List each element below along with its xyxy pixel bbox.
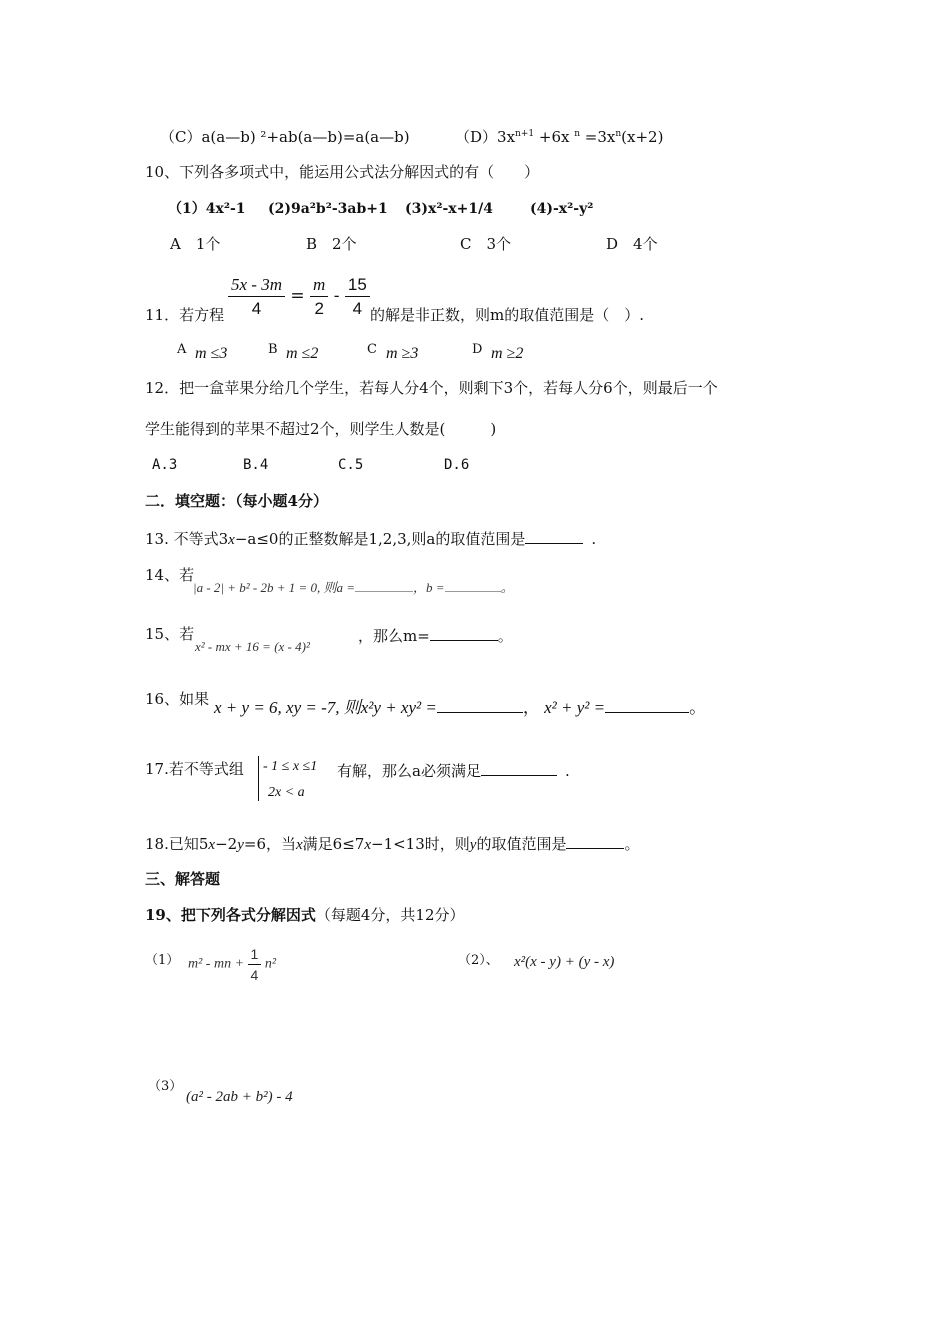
q9-option-c: （C）a(a—b) ²+ab(a—b)=a(a—b) <box>160 128 410 146</box>
q12-option-c: C.5 <box>338 457 364 473</box>
section-2-heading: 二．填空题：（每小题4分） <box>145 492 328 510</box>
q9-d-mid2: =3x <box>580 128 616 146</box>
q10-option-a: A 1个 <box>170 235 221 253</box>
q14-blank-a[interactable] <box>355 580 413 592</box>
q17-row-1: - 1 ≤ x ≤1 <box>263 759 318 774</box>
q11-option-a-letter: A <box>177 342 187 357</box>
q11-frac-2-den: 2 <box>314 299 324 318</box>
q18-x-3: x <box>364 837 371 853</box>
q11-option-b-expr: m ≤2 <box>286 345 319 362</box>
q17-row-2: 2x < a <box>268 785 305 800</box>
section-3-heading: 三、解答题 <box>145 870 221 888</box>
q11-stem-pre: 11．若方程 <box>145 306 225 324</box>
q11-frac-2 <box>310 276 328 317</box>
q10-item-1: （1）4x²-1 <box>168 201 246 217</box>
q12-line-2: 学生能得到的苹果不超过2个，则学生人数是( ) <box>145 420 497 438</box>
q11-equation <box>228 276 370 317</box>
q10-option-d: D 4个 <box>606 235 658 253</box>
q17-pre: 17.若不等式组 <box>145 760 244 778</box>
q16-mid: ， <box>522 698 540 717</box>
q15-expr: x² - mx + 16 = (x - 4)² <box>195 639 310 654</box>
q11-option-d-letter: D <box>472 342 483 357</box>
q11-frac-1-num: 5x - 3m <box>228 276 285 297</box>
q10-option-b: B 2个 <box>306 235 357 253</box>
q14-tail: 。 <box>500 580 514 595</box>
q11-option-a-expr: m ≤3 <box>195 345 228 362</box>
q16-blank-2[interactable] <box>605 697 689 713</box>
q19-stem-rest: （每题4分，共12分） <box>315 906 465 924</box>
q15-pre: 15、若 <box>145 625 195 643</box>
q19-part-1-expr <box>188 947 276 982</box>
q13 <box>145 530 596 548</box>
q14-expr: |a - 2| + b² - 2b + 1 = 0, 则a = <box>193 580 356 595</box>
q16-expr-2: x² + y² = <box>544 698 606 717</box>
q11-stem-post: 的解是非正数，则m的取值范围是（ ）. <box>370 306 644 324</box>
q9-d-sup1: n+1 <box>515 129 535 139</box>
q13-post: −a≤0的正整数解是1,2,3,则a的取值范围是 <box>234 530 526 548</box>
q19-p1-frac-den: 4 <box>250 967 259 983</box>
q11-eq: = <box>290 286 305 306</box>
q15-blank[interactable] <box>430 627 498 641</box>
q10-stem: 10、下列各多项式中，能运用公式法分解因式的有（ ） <box>145 163 540 181</box>
q15-tail: 。 <box>497 627 513 645</box>
q15-post <box>358 627 513 644</box>
q18-pre: 18.已知5 <box>145 835 209 853</box>
q13-blank[interactable] <box>525 530 583 544</box>
q18-m-5: 的取值范围是 <box>476 835 567 853</box>
q14-mid: ，b = <box>413 580 445 595</box>
q19-p1-expr-b: n² <box>264 956 277 972</box>
q11-frac-1 <box>228 276 285 317</box>
q12-option-b: B.4 <box>243 457 269 473</box>
q19-part-3-expr: (a² - 2ab + b²) - 4 <box>186 1089 293 1105</box>
q19-stem <box>145 908 465 923</box>
q19-part-1-label: （1） <box>145 953 180 968</box>
q9-option-d <box>455 130 663 145</box>
q18-tail: 。 <box>624 835 640 853</box>
q18-y-1: y <box>237 837 244 853</box>
q14-blank-b[interactable] <box>445 580 501 592</box>
q18-x-2: x <box>296 837 303 853</box>
q11-option-d-expr: m ≥2 <box>491 345 524 362</box>
q13-x: x <box>228 532 235 548</box>
q18-m-1: −2 <box>215 835 238 853</box>
q13-tail: . <box>591 530 597 548</box>
q17-blank[interactable] <box>481 762 557 776</box>
q19-stem-bold: 19、把下列各式分解因式 <box>145 906 316 924</box>
q18-x-1: x <box>208 837 216 853</box>
q17-post-text: 有解，那么a必须满足 <box>337 762 481 780</box>
q13-pre: 13. 不等式3 <box>145 530 229 548</box>
q11-frac-3 <box>345 276 370 317</box>
q10-option-c: C 3个 <box>460 235 512 253</box>
q19-part-2-expr: x²(x - y) + (y - x) <box>514 954 615 970</box>
q18-m-2: =6，当 <box>243 835 296 853</box>
q16-blank-1[interactable] <box>437 697 523 713</box>
q11-option-b-letter: B <box>268 342 278 357</box>
q18-blank[interactable] <box>566 835 624 849</box>
q19-part-2-label: （2）、 <box>458 953 499 968</box>
q11-frac-1-den: 4 <box>251 299 262 318</box>
q16-equation <box>214 697 706 716</box>
q18 <box>145 835 639 853</box>
q9-d-sup3: n <box>615 129 622 139</box>
q18-m-3: 满足6≤7 <box>302 835 365 853</box>
q19-p1-frac <box>248 947 262 982</box>
q11-option-c-letter: C <box>367 342 377 357</box>
q19-part-3-label: （3） <box>148 1079 183 1094</box>
q14-pre: 14、若 <box>145 566 195 584</box>
q9-d-pre: （D）3x <box>455 128 516 146</box>
q10-item-4: (4)-x²-y² <box>530 201 594 217</box>
q10-item-3: (3)x²-x+1/4 <box>405 201 493 217</box>
q17-tail: . <box>564 762 570 780</box>
q11-frac-3-den: 4 <box>352 299 363 318</box>
q16-tail: 。 <box>689 698 707 717</box>
q9-d-post: (x+2) <box>621 128 664 146</box>
q9-d-mid: +6x <box>534 128 575 146</box>
q18-y-2: y <box>469 837 477 853</box>
q10-item-2: (2)9a²b²-3ab+1 <box>268 201 388 217</box>
q16-expr-1: x + y = 6, xy = -7, 则x²y + xy² = <box>214 698 437 717</box>
q11-frac-2-num: m <box>310 276 328 297</box>
q12-line-1: 12．把一盒苹果分给几个学生，若每人分4个，则剩下3个，若每人分6个，则最后一个 <box>145 379 718 397</box>
q15-post-text: ，那么m= <box>358 627 430 645</box>
q16-pre: 16、如果 <box>145 690 210 708</box>
q19-p1-frac-num: 1 <box>248 947 262 965</box>
q17-post <box>337 762 570 779</box>
q9-d-sup2: n <box>574 129 581 139</box>
q12-option-d: D.6 <box>444 457 470 473</box>
q19-p1-expr-a: m² - mn + <box>188 956 245 972</box>
q11-option-c-expr: m ≥3 <box>386 345 419 362</box>
q18-m-4: −1<13时，则 <box>371 835 470 853</box>
q11-frac-3-num: 15 <box>345 276 370 297</box>
q14-equation <box>193 580 514 594</box>
q12-option-a: A.3 <box>152 457 178 473</box>
q11-minus: - <box>333 286 340 306</box>
